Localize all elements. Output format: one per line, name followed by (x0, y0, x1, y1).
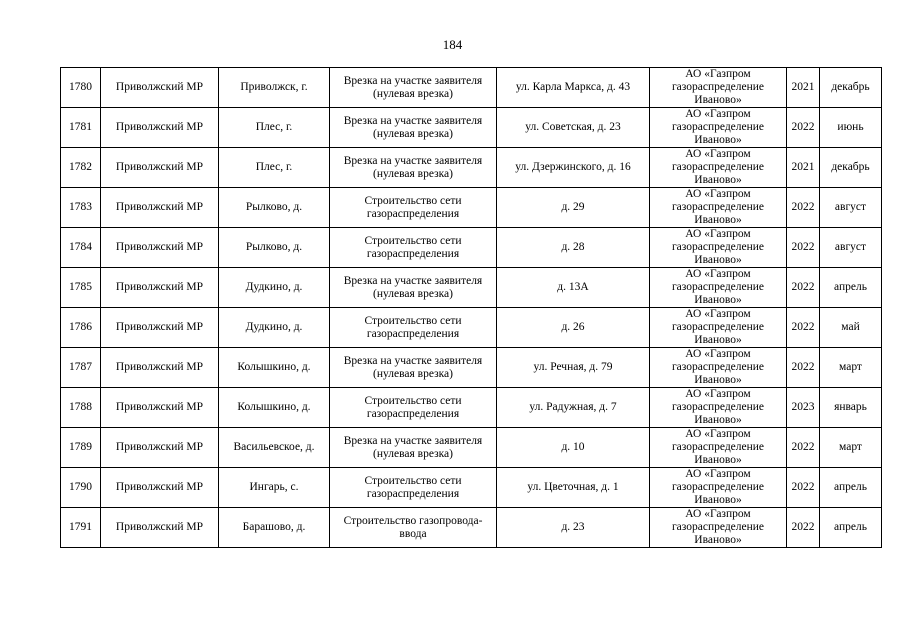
month-cell: июнь (820, 108, 882, 148)
table-body (61, 68, 882, 548)
district-cell: Приволжский МР (101, 108, 219, 148)
address-cell: д. 29 (497, 188, 650, 228)
table-row (61, 348, 882, 388)
work-type-cell: Строительство сети газораспределения (330, 228, 497, 268)
locality-cell: Рылково, д. (219, 228, 330, 268)
district-cell: Приволжский МР (101, 308, 219, 348)
organization-cell: АО «Газпром газораспределение Иваново» (650, 268, 787, 308)
work-type-cell: Врезка на участке заявителя (нулевая врезка) (330, 108, 497, 148)
locality-cell: Васильевское, д. (219, 428, 330, 468)
year-cell: 2021 (787, 148, 820, 188)
row-number-cell: 1784 (61, 228, 101, 268)
work-type-cell: Врезка на участке заявителя (нулевая врезка) (330, 148, 497, 188)
month-cell: декабрь (820, 148, 882, 188)
organization-cell: АО «Газпром газораспределение Иваново» (650, 348, 787, 388)
row-number-cell: 1788 (61, 388, 101, 428)
organization-cell: АО «Газпром газораспределение Иваново» (650, 468, 787, 508)
year-cell: 2022 (787, 108, 820, 148)
year-cell: 2022 (787, 308, 820, 348)
organization-cell: АО «Газпром газораспределение Иваново» (650, 308, 787, 348)
year-cell: 2022 (787, 188, 820, 228)
district-cell: Приволжский МР (101, 428, 219, 468)
address-cell: д. 26 (497, 308, 650, 348)
district-cell: Приволжский МР (101, 68, 219, 108)
locality-cell: Колышкино, д. (219, 388, 330, 428)
year-cell: 2022 (787, 428, 820, 468)
district-cell: Приволжский МР (101, 148, 219, 188)
district-cell: Приволжский МР (101, 228, 219, 268)
row-number-cell: 1785 (61, 268, 101, 308)
district-cell: Приволжский МР (101, 388, 219, 428)
address-cell: д. 23 (497, 508, 650, 548)
district-cell: Приволжский МР (101, 508, 219, 548)
table-row (61, 388, 882, 428)
locality-cell: Плес, г. (219, 108, 330, 148)
address-cell: ул. Советская, д. 23 (497, 108, 650, 148)
organization-cell: АО «Газпром газораспределение Иваново» (650, 68, 787, 108)
year-cell: 2022 (787, 508, 820, 548)
year-cell: 2022 (787, 468, 820, 508)
district-cell: Приволжский МР (101, 468, 219, 508)
organization-cell: АО «Газпром газораспределение Иваново» (650, 388, 787, 428)
table-row (61, 148, 882, 188)
locality-cell: Плес, г. (219, 148, 330, 188)
work-type-cell: Строительство газопровода-ввода (330, 508, 497, 548)
work-type-cell: Строительство сети газораспределения (330, 468, 497, 508)
locality-cell: Ингарь, с. (219, 468, 330, 508)
locality-cell: Приволжск, г. (219, 68, 330, 108)
year-cell: 2021 (787, 68, 820, 108)
work-type-cell: Строительство сети газораспределения (330, 308, 497, 348)
district-cell: Приволжский МР (101, 188, 219, 228)
table-row (61, 268, 882, 308)
month-cell: август (820, 228, 882, 268)
address-cell: ул. Дзержинского, д. 16 (497, 148, 650, 188)
address-cell: д. 10 (497, 428, 650, 468)
month-cell: март (820, 428, 882, 468)
organization-cell: АО «Газпром газораспределение Иваново» (650, 108, 787, 148)
work-type-cell: Строительство сети газораспределения (330, 188, 497, 228)
year-cell: 2022 (787, 228, 820, 268)
month-cell: апрель (820, 268, 882, 308)
address-cell: ул. Радужная, д. 7 (497, 388, 650, 428)
address-cell: д. 13А (497, 268, 650, 308)
row-number-cell: 1790 (61, 468, 101, 508)
row-number-cell: 1787 (61, 348, 101, 388)
organization-cell: АО «Газпром газораспределение Иваново» (650, 428, 787, 468)
table-row (61, 228, 882, 268)
gasification-table (60, 67, 882, 548)
month-cell: апрель (820, 508, 882, 548)
month-cell: апрель (820, 468, 882, 508)
table-row (61, 508, 882, 548)
month-cell: август (820, 188, 882, 228)
year-cell: 2022 (787, 268, 820, 308)
organization-cell: АО «Газпром газораспределение Иваново» (650, 188, 787, 228)
month-cell: декабрь (820, 68, 882, 108)
table-row (61, 428, 882, 468)
year-cell: 2022 (787, 348, 820, 388)
locality-cell: Колышкино, д. (219, 348, 330, 388)
row-number-cell: 1783 (61, 188, 101, 228)
row-number-cell: 1780 (61, 68, 101, 108)
organization-cell: АО «Газпром газораспределение Иваново» (650, 228, 787, 268)
table-row (61, 108, 882, 148)
district-cell: Приволжский МР (101, 268, 219, 308)
page-number: 184 (442, 37, 463, 52)
work-type-cell: Врезка на участке заявителя (нулевая врезка) (330, 428, 497, 468)
locality-cell: Барашово, д. (219, 508, 330, 548)
row-number-cell: 1791 (61, 508, 101, 548)
work-type-cell: Строительство сети газораспределения (330, 388, 497, 428)
table-row (61, 308, 882, 348)
locality-cell: Рылково, д. (219, 188, 330, 228)
table-row (61, 188, 882, 228)
work-type-cell: Врезка на участке заявителя (нулевая врезка) (330, 348, 497, 388)
month-cell: май (820, 308, 882, 348)
work-type-cell: Врезка на участке заявителя (нулевая врезка) (330, 68, 497, 108)
row-number-cell: 1782 (61, 148, 101, 188)
month-cell: март (820, 348, 882, 388)
row-number-cell: 1786 (61, 308, 101, 348)
organization-cell: АО «Газпром газораспределение Иваново» (650, 148, 787, 188)
row-number-cell: 1781 (61, 108, 101, 148)
locality-cell: Дудкино, д. (219, 268, 330, 308)
table-row (61, 468, 882, 508)
address-cell: д. 28 (497, 228, 650, 268)
month-cell: январь (820, 388, 882, 428)
year-cell: 2023 (787, 388, 820, 428)
work-type-cell: Врезка на участке заявителя (нулевая врезка) (330, 268, 497, 308)
table-row (61, 68, 882, 108)
organization-cell: АО «Газпром газораспределение Иваново» (650, 508, 787, 548)
address-cell: ул. Речная, д. 79 (497, 348, 650, 388)
district-cell: Приволжский МР (101, 348, 219, 388)
locality-cell: Дудкино, д. (219, 308, 330, 348)
address-cell: ул. Карла Маркса, д. 43 (497, 68, 650, 108)
row-number-cell: 1789 (61, 428, 101, 468)
address-cell: ул. Цветочная, д. 1 (497, 468, 650, 508)
